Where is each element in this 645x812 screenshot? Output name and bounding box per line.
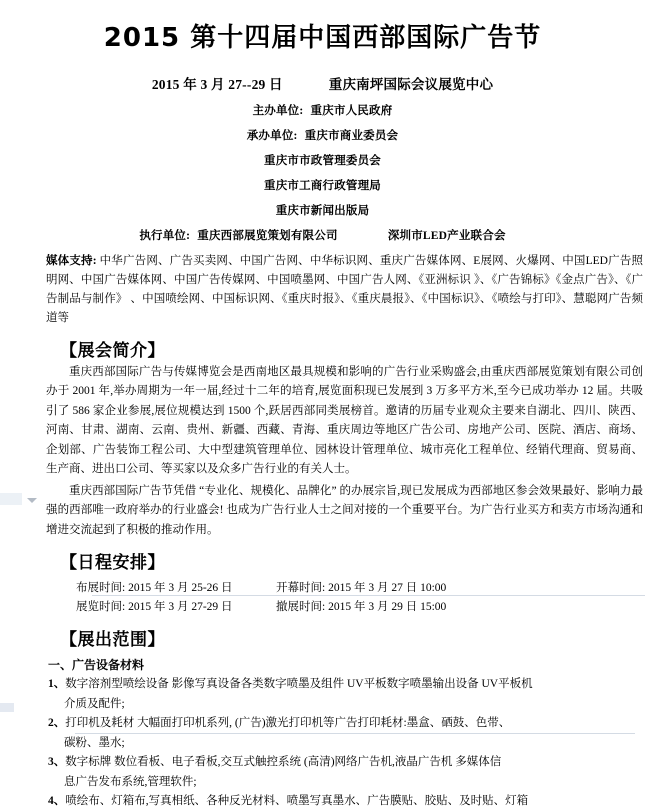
co-organizer-3: 重庆市新闻出版局 (275, 204, 370, 217)
scope-item-text: 数字标牌 数位看板、电子看板,交互式触控系统 (高清)网络广告机,液晶广告机 多媒体信 (65, 756, 502, 769)
scope-item-number: 1、 (48, 678, 66, 691)
section-heading-intro: 【展会简介】 (60, 340, 165, 361)
scope-item-number: 2、 (48, 717, 66, 730)
divider-upper (92, 595, 645, 596)
schedule-row-exhibit (76, 598, 645, 617)
scope-item-continuation: 息广告发布系统,管理软件; (64, 775, 197, 788)
schedule-cell-teardown (276, 598, 536, 617)
scope-item-text: 数字溶剂型喷绘设备 影像写真设备各类数字喷墨及组件 UV平板数字喷墨输出设备 UV平板机 (65, 678, 533, 691)
scope-list-item (0, 792, 645, 812)
left-edge-artifact-upper (0, 493, 22, 505)
teardown-value: 2015 年 3 月 29 日 15:00 (328, 601, 447, 614)
chevron-down-icon[interactable] (27, 498, 37, 503)
exhibit-label: 展览时间: (76, 601, 126, 614)
exhibit-value: 2015 年 3 月 27-29 日 (128, 601, 233, 614)
setup-value: 2015 年 3 月 25-26 日 (128, 582, 233, 595)
opening-label: 开幕时间: (276, 582, 326, 595)
left-edge-artifact-lower (0, 703, 14, 712)
executor-line (0, 227, 645, 243)
schedule-cell-exhibit (76, 598, 276, 617)
opening-value: 2015 年 3 月 27 日 10:00 (328, 582, 447, 595)
organizer-value: 重庆市商业委员会 (304, 129, 399, 142)
event-dates: 2015 年 3 月 27--29 日 (151, 76, 283, 92)
scope-item-number: 4、 (48, 795, 66, 808)
event-venue: 重庆南坪国际会议展览中心 (328, 76, 494, 92)
media-support-block (0, 252, 645, 328)
intro-paragraph-2: 重庆西部国际广告节凭借 “专业化、规模化、品牌化” 的办展宗旨,现已发展成为西部地区参会效果最好、影响力最强的西部唯一政府举办的行业盛会! 也成为广告行业人士之间对接的一个重要平台。为广告行业买方和卖方市场沟通和增进交流起到了积极的推动作用。 (46, 484, 643, 536)
divider-lower (75, 733, 635, 734)
host-value: 重庆市人民政府 (310, 104, 393, 117)
event-headline (0, 73, 645, 93)
teardown-label: 撤展时间: (276, 601, 326, 614)
scope-list-item (0, 753, 645, 792)
host-label: 主办单位: (252, 104, 304, 117)
co-organizer-1: 重庆市市政管理委员会 (264, 154, 381, 167)
media-support-list: 中华广告网、广告买卖网、中国广告网、中华标识网、重庆广告媒体网、E展网、火爆网、中国LED广告照明网、中国广告媒体网、中国广告传媒网、中国喷墨网、中国广告人网、《亚洲标识 》、《广告锦标》《金点广告》、《广告制品与制作》 、中国喷绘网、中国标识网、《重庆时报》、《重庆晨报》、《中国标识》、《喷绘与打印》、慧聪网广告频道等 (46, 254, 643, 324)
page-title: 2015 第十四届中国西部国际广告节 (103, 23, 542, 54)
executor-value-primary: 重庆西部展览策划有限公司 (197, 229, 338, 242)
scope-item-continuation: 介质及配件; (64, 697, 125, 710)
schedule-table (0, 579, 645, 617)
scope-list-item (0, 675, 645, 714)
media-support-label: 媒体支持: (46, 254, 97, 267)
intro-paragraph-1: 重庆西部国际广告与传媒博览会是西南地区最具规模和影响的广告行业采购盛会,由重庆西部展览策划有限公司创办于 2001 年,举办周期为一年一届,经过十二年的培育,展览面积现已发展到 3 万多平方米,至今已成功举办 12 届。共吸引了 586 家企业参展,展位规模达到 1500 个,跃居西部同类展榜首。邀请的历届专业观众主要来自湖北、四川、陕西、河南、甘肃、湖南、云南、贵州、新疆、西藏、青海、重庆周边等地区广告公司、房地产公司、医院、酒店、商场、企划部、广告装饰工程公司、大中型建筑管理单位、园林设计管理单位、城市亮化工程单位、经销代理商、贸易商、生产商、进出口公司、等买家以及众多广告行业的有关人士。 (46, 365, 643, 476)
host-organization-line (0, 102, 645, 118)
organizer-line (0, 127, 645, 143)
section-heading-scope: 【展出范围】 (60, 630, 165, 651)
scope-item-text: 喷绘布、灯箱布,写真相纸、各种反光材料、喷墨写真墨水、广告膜贴、胶贴、及时贴、灯箱 (65, 795, 529, 808)
scope-category-1: 一、广告设备材料 (48, 658, 145, 673)
co-organizer-2: 重庆市工商行政管理局 (264, 179, 381, 192)
section-heading-schedule: 【日程安排】 (60, 553, 165, 574)
scope-item-number: 3、 (48, 756, 66, 769)
organizer-label: 承办单位: (246, 129, 298, 142)
document-page (0, 17, 645, 808)
scope-item-continuation: 碳粉、墨水; (64, 736, 125, 749)
setup-label: 布展时间: (76, 582, 126, 595)
scope-item-text: 打印机及耗材 大幅面打印机系列, (广告)激光打印机等广告打印耗材:墨盒、硒鼓、色带、 (65, 717, 511, 730)
executor-value-secondary: 深圳市LED产业联合会 (387, 229, 506, 242)
executor-label: 执行单位: (139, 229, 191, 242)
